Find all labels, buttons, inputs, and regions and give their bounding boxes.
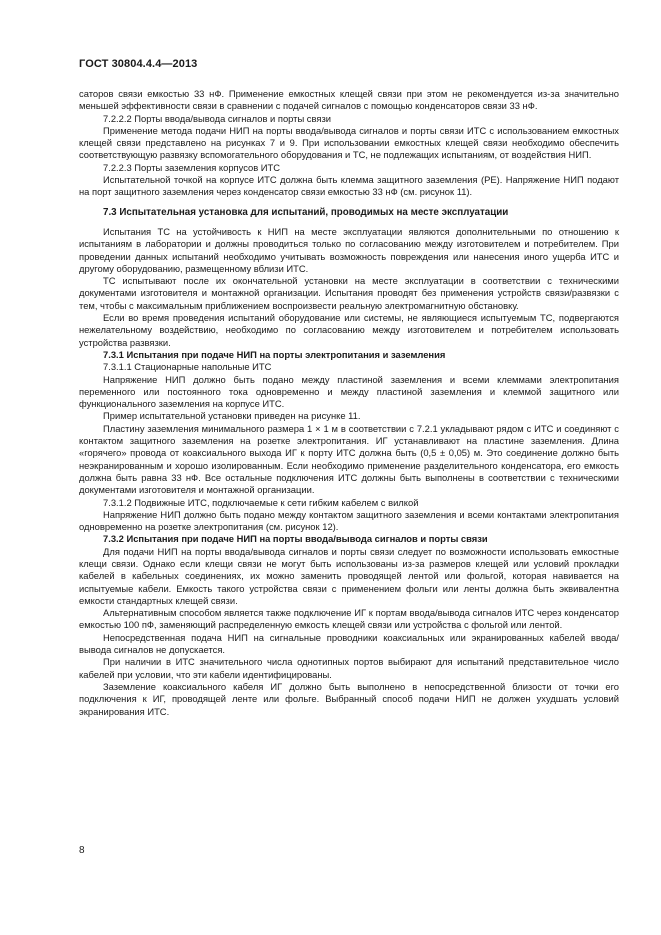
- section-heading-7-3-2: 7.3.2 Испытания при подаче НИП на порты ввода/вывода сигналов и порты связи: [103, 533, 488, 545]
- subsection-heading-7-3-1-2: 7.3.1.2 Подвижные ИТС, подключаемые к сети гибким кабелем с вилкой: [103, 496, 419, 508]
- paragraph: Пример испытательной установки приведен на рисунке 11.: [103, 410, 361, 422]
- section-heading-7-3-1: 7.3.1 Испытания при подаче НИП на порты электропитания и заземления: [103, 348, 446, 360]
- section-heading-7-3: 7.3 Испытательная установка для испытаний, проводимых на месте эксплуатации: [103, 206, 509, 218]
- document-body: [79, 88, 619, 718]
- subsection-heading-7-3-1-1: 7.3.1.1 Стационарные напольные ИТС: [103, 361, 272, 373]
- paragraph: Для подачи НИП на порты ввода/вывода сигналов и порты связи следует по возможности использовать емкостные клещи связи. Однако если клещи связи не могут быть использованы из-за размеров клещей или условий прокладки кабелей в кабельных соединениях, их можно заменить проводящей лентой или фольгой, которая навивается на испытуемые кабели. Емкость такого устройства связи с применением фольги или ленты должна быть эквивалентна емкости стандартных клещей связи.: [79, 545, 619, 606]
- paragraph: Применение метода подачи НИП на порты ввода/вывода сигналов и порты связи ИТС с использованием емкостных клещей связи представлено на рисунках 7 и 9. При использовании емкостных клещей связи необходимо обеспечить соответствующую развязку вспомогательного оборудования и ТС, не подлежащих испытаниям, от воздействия НИП.: [79, 124, 619, 161]
- paragraph: ТС испытывают после их окончательной установки на месте эксплуатации в соответствии с техническими документами изготовителя и монтажной организации. Испытания проводят без применения устройств связи/развязки с тем, чтобы с максимальным приближением воспроизвести реальную электромагнитную обстановку.: [79, 275, 619, 311]
- paragraph: Альтернативным способом является также подключение ИГ к портам ввода/вывода сигналов ИТС через конденсатор емкостью 100 пФ, заменяющий распределенную емкость клещей связи или устройства с фольгой или лентой.: [79, 607, 619, 631]
- paragraph: Если во время проведения испытаний оборудование или системы, не являющиеся испытуемым ТС, подвергаются нежелательному воздействию, необходимо по согласованию между изготовителем и потребителем использовать устройства развязки.: [79, 312, 619, 348]
- subsection-heading-7-2-2-2: 7.2.2.2 Порты ввода/вывода сигналов и порты связи: [103, 112, 331, 124]
- paragraph: саторов связи емкостью 33 нФ. Применение емкостных клещей связи при этом не рекомендуется из-за значительно меньшей эффективности связи в сравнении с подачей сигналов с помощью конденсаторов связи 33 нФ.: [79, 88, 619, 112]
- paragraph: Пластину заземления минимального размера 1 × 1 м в соответствии с 7.2.1 укладывают рядом с ИТС и соединяют с контактом защитного заземления на розетке электропитания. ИГ устанавливают на пластине заземления. Длина «горячего» провода от коаксиального выхода ИГ к порту ИТС должна быть (0,5 ± 0,05) м. Это соединение должно быть неэкранированным и хорошо изолированным. Если необходимо применение разделительного конденсатора, его емкость должна быть равна 33 нФ. Все остальные подключения ИТС должны быть выполнены в соответствии с техническими документами изготовителя и монтажной организации.: [79, 422, 619, 496]
- paragraph: При наличии в ИТС значительного числа однотипных портов выбирают для испытаний представительное число кабелей при условии, что эти кабели идентифицированы.: [79, 656, 619, 680]
- paragraph: Напряжение НИП должно быть подано между контактом защитного заземления и всеми контактами электропитания одновременно на розетке электропитания (см. рисунок 12).: [79, 508, 619, 533]
- paragraph: Испытания ТС на устойчивость к НИП на месте эксплуатации являются дополнительными по отношению к испытаниям в лаборатории и должны проводиться только по согласованию между изготовителем и потребителем. При проведении данных испытаний необходимо учитывать возможность повреждения или нанесения иного ущерба ИТС и другому оборудованию, размещенному вблизи ИТС.: [79, 225, 619, 274]
- paragraph: Испытательной точкой на корпусе ИТС должна быть клемма защитного заземления (PE). Напряжение НИП подают на порт защитного заземления через конденсатор связи емкостью 33 нФ (см. рисунок 11).: [79, 174, 619, 198]
- paragraph: Заземление коаксиального кабеля ИГ должно быть выполнено в непосредственной близости от точки его подключения к ИГ, проводящей ленте или фольге. Выбранный способ подачи НИП не должен ухудшать условий экранирования ИТС.: [79, 680, 619, 717]
- paragraph: Напряжение НИП должно быть подано между пластиной заземления и всеми клеммами электропитания переменного или постоянного тока одновременно и между пластиной заземления и клеммой защитного или функционального заземления на корпусе ИТС.: [79, 373, 619, 410]
- subsection-heading-7-2-2-3: 7.2.2.3 Порты заземления корпусов ИТС: [103, 161, 281, 173]
- page-number: 8: [79, 845, 85, 856]
- page-header-standard: ГОСТ 30804.4.4—2013: [79, 58, 198, 70]
- paragraph: Непосредственная подача НИП на сигнальные проводники коаксиальных или экранированных кабелей ввода/вывода сигналов не допускается.: [79, 631, 619, 656]
